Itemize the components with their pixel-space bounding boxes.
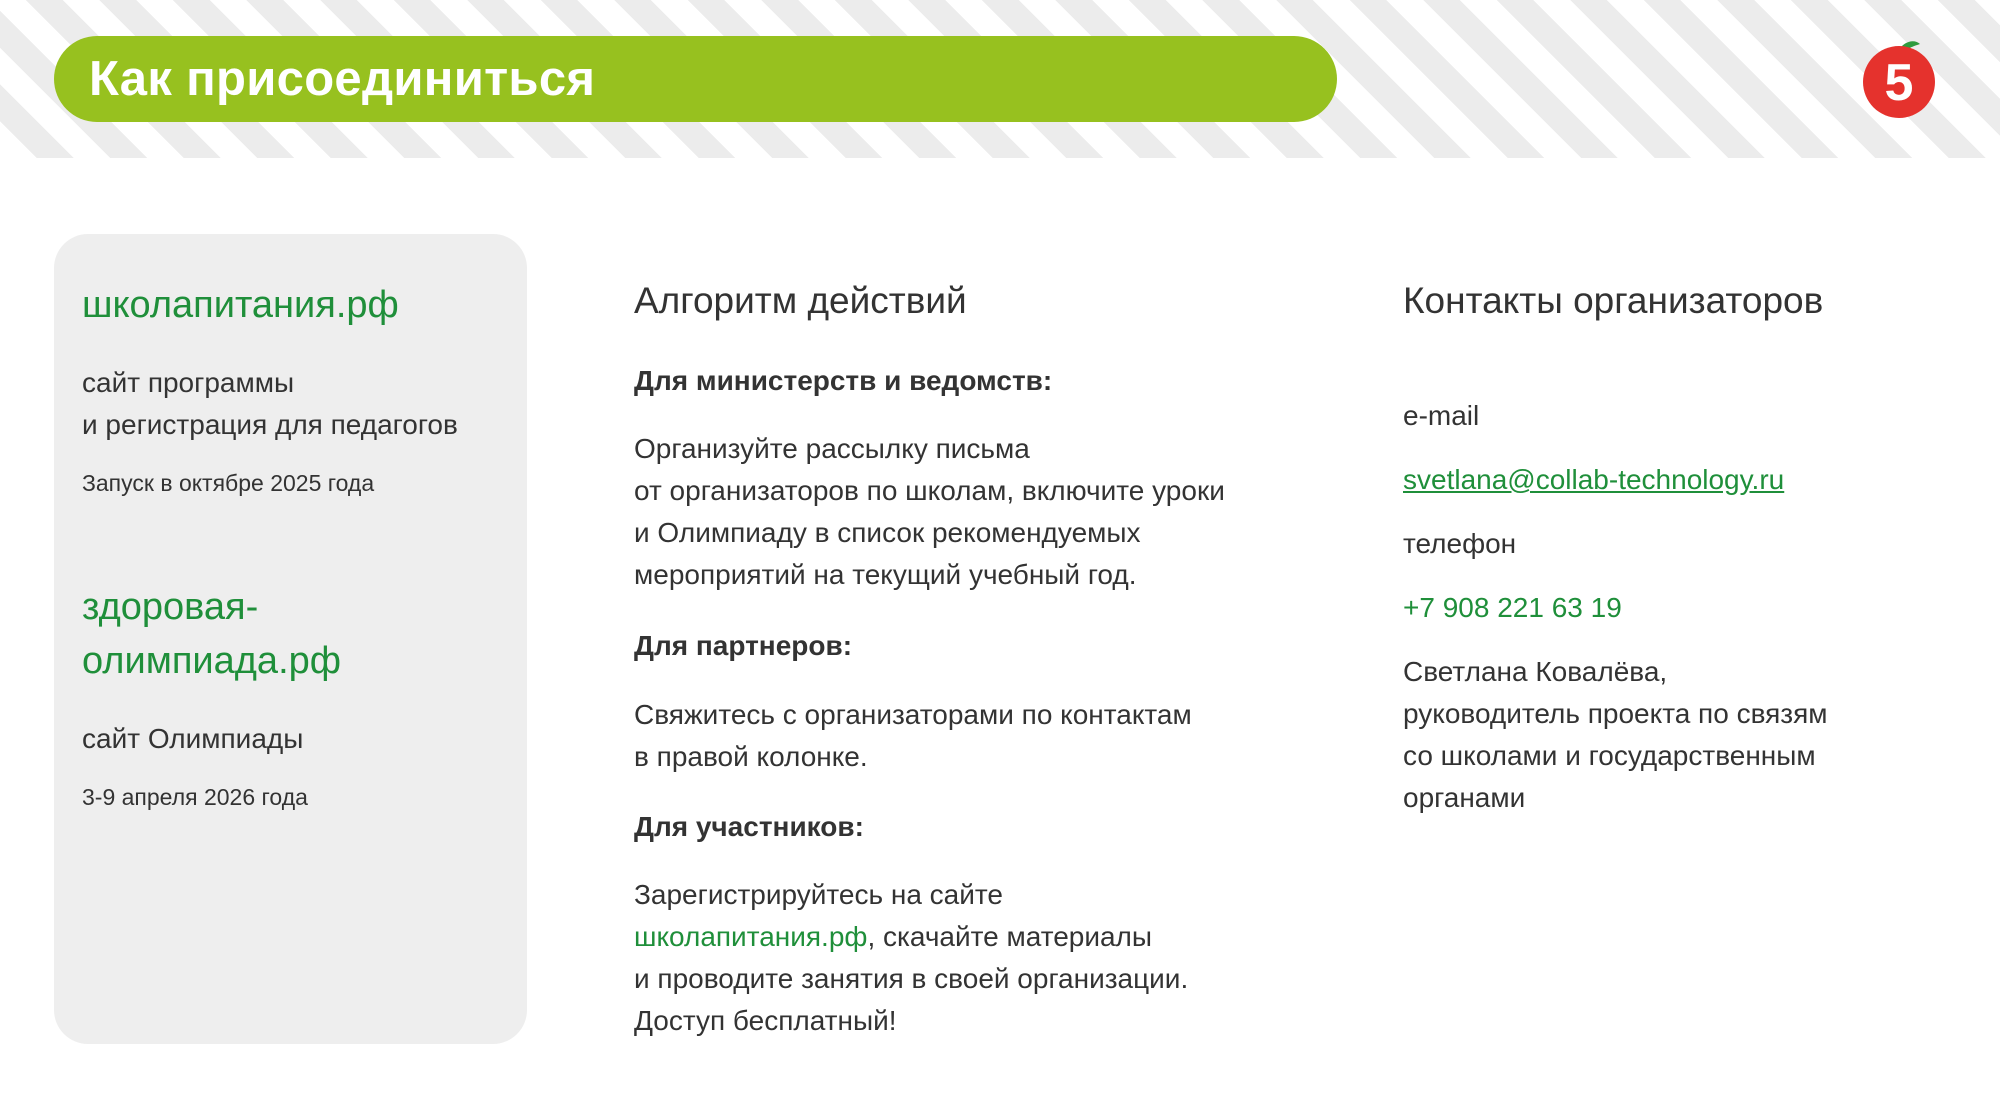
- phone-label: телефон: [1403, 528, 1517, 559]
- olympiad-site-link-line1[interactable]: здоровая-: [82, 586, 259, 628]
- participants-text: [634, 874, 1188, 1042]
- olympiad-site-link-line2[interactable]: олимпиада.рф: [82, 640, 342, 682]
- participants-site-link[interactable]: школапитания.рф: [634, 921, 868, 952]
- school-nutrition-site-desc-line2: и регистрация для педагогов: [82, 409, 458, 440]
- ministries-text: [634, 428, 1225, 596]
- partners-line: в правой колонке.: [634, 741, 868, 772]
- page-title: Как присоединиться: [89, 52, 596, 106]
- participants-line: Зарегистрируйтесь на сайте: [634, 879, 1003, 910]
- contacts-heading: Контакты организаторов: [1403, 280, 1824, 321]
- participants-label: Для участников:: [634, 811, 864, 842]
- ministries-line: от организаторов по школам, включите уроки: [634, 475, 1225, 506]
- participants-line: и проводите занятия в своей организации.: [634, 963, 1189, 994]
- sites-sidebar-card: [54, 234, 527, 1044]
- participants-line: [634, 916, 1188, 958]
- email-link[interactable]: svetlana@collab-technology.ru: [1403, 464, 1785, 495]
- contact-person: [1403, 651, 1828, 819]
- contact-person-line: органами: [1403, 782, 1526, 813]
- contact-person-line: Светлана Ковалёва,: [1403, 656, 1668, 687]
- algorithm-heading-wrap: [634, 280, 967, 322]
- partners-line: Свяжитесь с организаторами по контактам: [634, 699, 1192, 730]
- algorithm-heading: Алгоритм действий: [634, 280, 967, 321]
- email-label: e-mail: [1403, 400, 1480, 431]
- school-nutrition-site-desc-line1: сайт программы: [82, 367, 295, 398]
- ministries-line: мероприятий на текущий учебный год.: [634, 559, 1137, 590]
- olympiad-site-desc: сайт Олимпиады: [82, 723, 304, 754]
- ministries-line: и Олимпиаду в список рекомендуемых: [634, 517, 1141, 548]
- olympiad-dates: 3-9 апреля 2026 года: [82, 784, 308, 810]
- contact-person-line: со школами и государственным: [1403, 740, 1816, 771]
- partners-text: [634, 694, 1192, 778]
- phone-number[interactable]: +7 908 221 63 19: [1403, 592, 1622, 623]
- pyaterochka-logo-icon: [1858, 38, 1940, 120]
- logo-digit: 5: [1884, 54, 1914, 112]
- school-nutrition-launch-date: Запуск в октябре 2025 года: [82, 470, 375, 496]
- participants-line: Доступ бесплатный!: [634, 1005, 897, 1036]
- partners-label: Для партнеров:: [634, 630, 853, 661]
- contact-person-line: руководитель проекта по связям: [1403, 698, 1828, 729]
- contacts-heading-wrap: [1403, 280, 1823, 322]
- participants-line-rest: , скачайте материалы: [867, 921, 1153, 952]
- school-nutrition-site-link[interactable]: школапитания.рф: [82, 284, 399, 326]
- title-banner: [54, 36, 1337, 122]
- ministries-label: Для министерств и ведомств:: [634, 365, 1053, 396]
- ministries-line: Организуйте рассылку письма: [634, 433, 1030, 464]
